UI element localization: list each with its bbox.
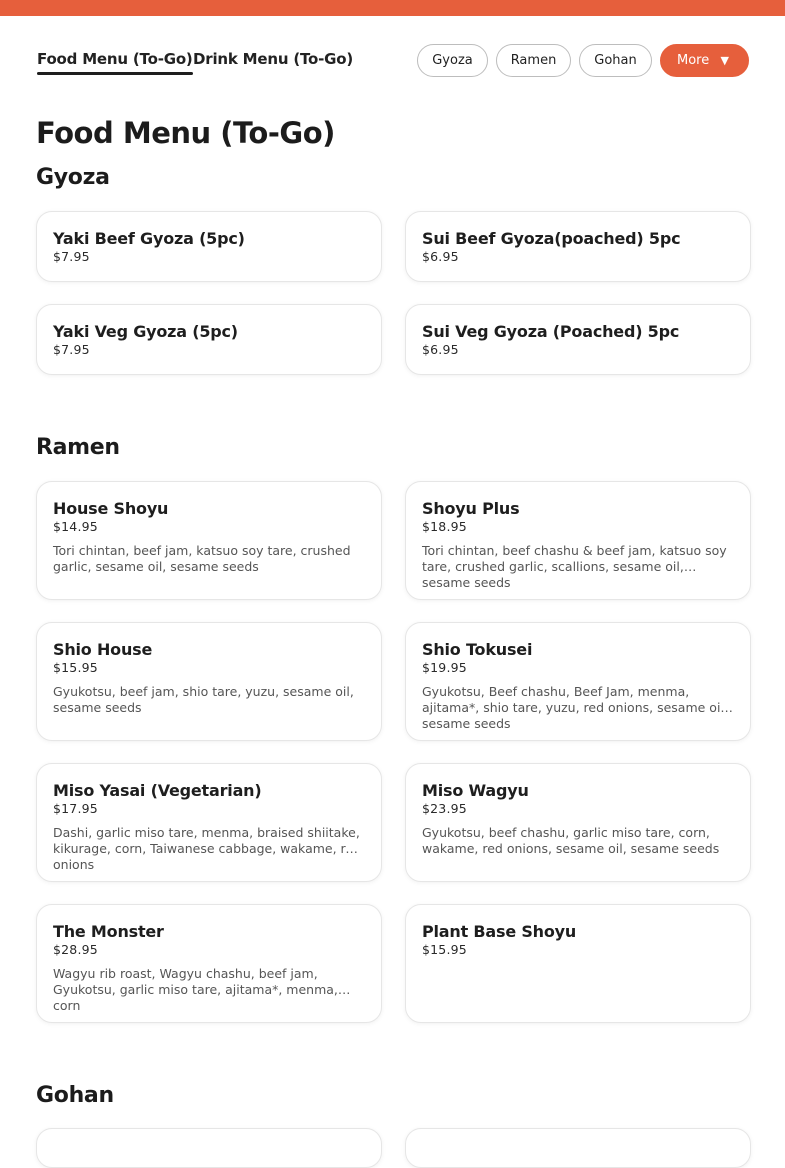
item-price: $7.95	[53, 249, 90, 264]
item-price: $14.95	[53, 519, 98, 534]
item-price: $15.95	[53, 660, 98, 675]
item-price: $23.95	[422, 801, 467, 816]
item-price: $7.95	[53, 342, 90, 357]
item-description: Wagyu rib roast, Wagyu chashu, beef jam, Gyukotsu, garlic miso tare, ajitama*, menma, corn	[53, 966, 338, 1013]
category-pill-label: Ramen	[510, 53, 557, 68]
item-name: Miso Wagyu	[422, 781, 529, 800]
item-description: Dashi, garlic miso tare, menma, braised shiitake, kikurage, corn, Taiwanese cabbage, wakame, red onions	[53, 825, 362, 872]
menu-item-card[interactable]	[405, 211, 751, 282]
section-title-gyoza: Gyoza	[36, 165, 110, 190]
more-button-label: More	[677, 53, 710, 68]
item-price: $28.95	[53, 942, 98, 957]
menu-item-card[interactable]	[405, 622, 751, 741]
item-price: $19.95	[422, 660, 467, 675]
menu-item-card[interactable]	[405, 1128, 751, 1168]
menu-item-card[interactable]	[405, 763, 751, 882]
menu-item-card[interactable]	[405, 304, 751, 375]
item-description: Gyukotsu, beef chashu, garlic miso tare, corn, wakame, red onions, sesame oil, sesame seeds	[422, 825, 720, 856]
item-description: Tori chintan, beef jam, katsuo soy tare, crushed garlic, sesame oil, sesame seeds	[53, 543, 351, 574]
page-title: Food Menu (To-Go)	[36, 116, 335, 150]
top-accent-bar	[0, 0, 785, 16]
item-name: Miso Yasai (Vegetarian)	[53, 781, 262, 800]
tab-drink-menu[interactable]: Drink Menu (To-Go)	[193, 50, 354, 68]
more-categories-button[interactable]	[660, 44, 749, 77]
category-pill-gyoza[interactable]	[417, 44, 488, 77]
tab-food-menu[interactable]: Food Menu (To-Go)	[37, 50, 193, 68]
item-name: Plant Base Shoyu	[422, 922, 577, 941]
item-name: Yaki Beef Gyoza (5pc)	[53, 229, 245, 248]
item-name: The Monster	[53, 922, 164, 941]
item-name: Shio Tokusei	[422, 640, 533, 659]
item-name: Sui Beef Gyoza(poached) 5pc	[422, 229, 681, 248]
item-price: $17.95	[53, 801, 98, 816]
menu-item-card[interactable]	[405, 904, 751, 1023]
item-price: $6.95	[422, 249, 459, 264]
menu-item-card[interactable]	[36, 904, 382, 1023]
category-pill-label: Gohan	[594, 53, 637, 68]
item-price: $18.95	[422, 519, 467, 534]
menu-item-card[interactable]	[405, 481, 751, 600]
item-description: Gyukotsu, beef jam, shio tare, yuzu, sesame oil, sesame seeds	[53, 684, 354, 715]
item-description: Tori chintan, beef chashu & beef jam, katsuo soy tare, crushed garlic, scallions, sesame oil, sesame seeds	[422, 543, 727, 590]
category-pill-label: Gyoza	[432, 53, 473, 68]
item-name: Shoyu Plus	[422, 499, 520, 518]
menu-item-card[interactable]	[36, 763, 382, 882]
category-pill-ramen[interactable]	[496, 44, 571, 77]
item-name: Yaki Veg Gyoza (5pc)	[53, 322, 238, 341]
caret-down-icon: ▼	[720, 54, 729, 67]
menu-item-card[interactable]	[36, 1128, 382, 1168]
item-name: House Shoyu	[53, 499, 169, 518]
menu-item-card[interactable]	[36, 622, 382, 741]
item-price: $6.95	[422, 342, 459, 357]
section-title-ramen: Ramen	[36, 435, 120, 460]
menu-item-card[interactable]	[36, 481, 382, 600]
menu-item-card[interactable]	[36, 304, 382, 375]
menu-item-card[interactable]	[36, 211, 382, 282]
item-price: $15.95	[422, 942, 467, 957]
item-name: Sui Veg Gyoza (Poached) 5pc	[422, 322, 680, 341]
item-description: Gyukotsu, Beef chashu, Beef Jam, menma, ajitama*, shio tare, yuzu, red onions, sesame oil, sesame seeds	[422, 684, 728, 731]
section-title-gohan: Gohan	[36, 1083, 114, 1108]
category-pill-gohan[interactable]	[579, 44, 652, 77]
item-name: Shio House	[53, 640, 153, 659]
